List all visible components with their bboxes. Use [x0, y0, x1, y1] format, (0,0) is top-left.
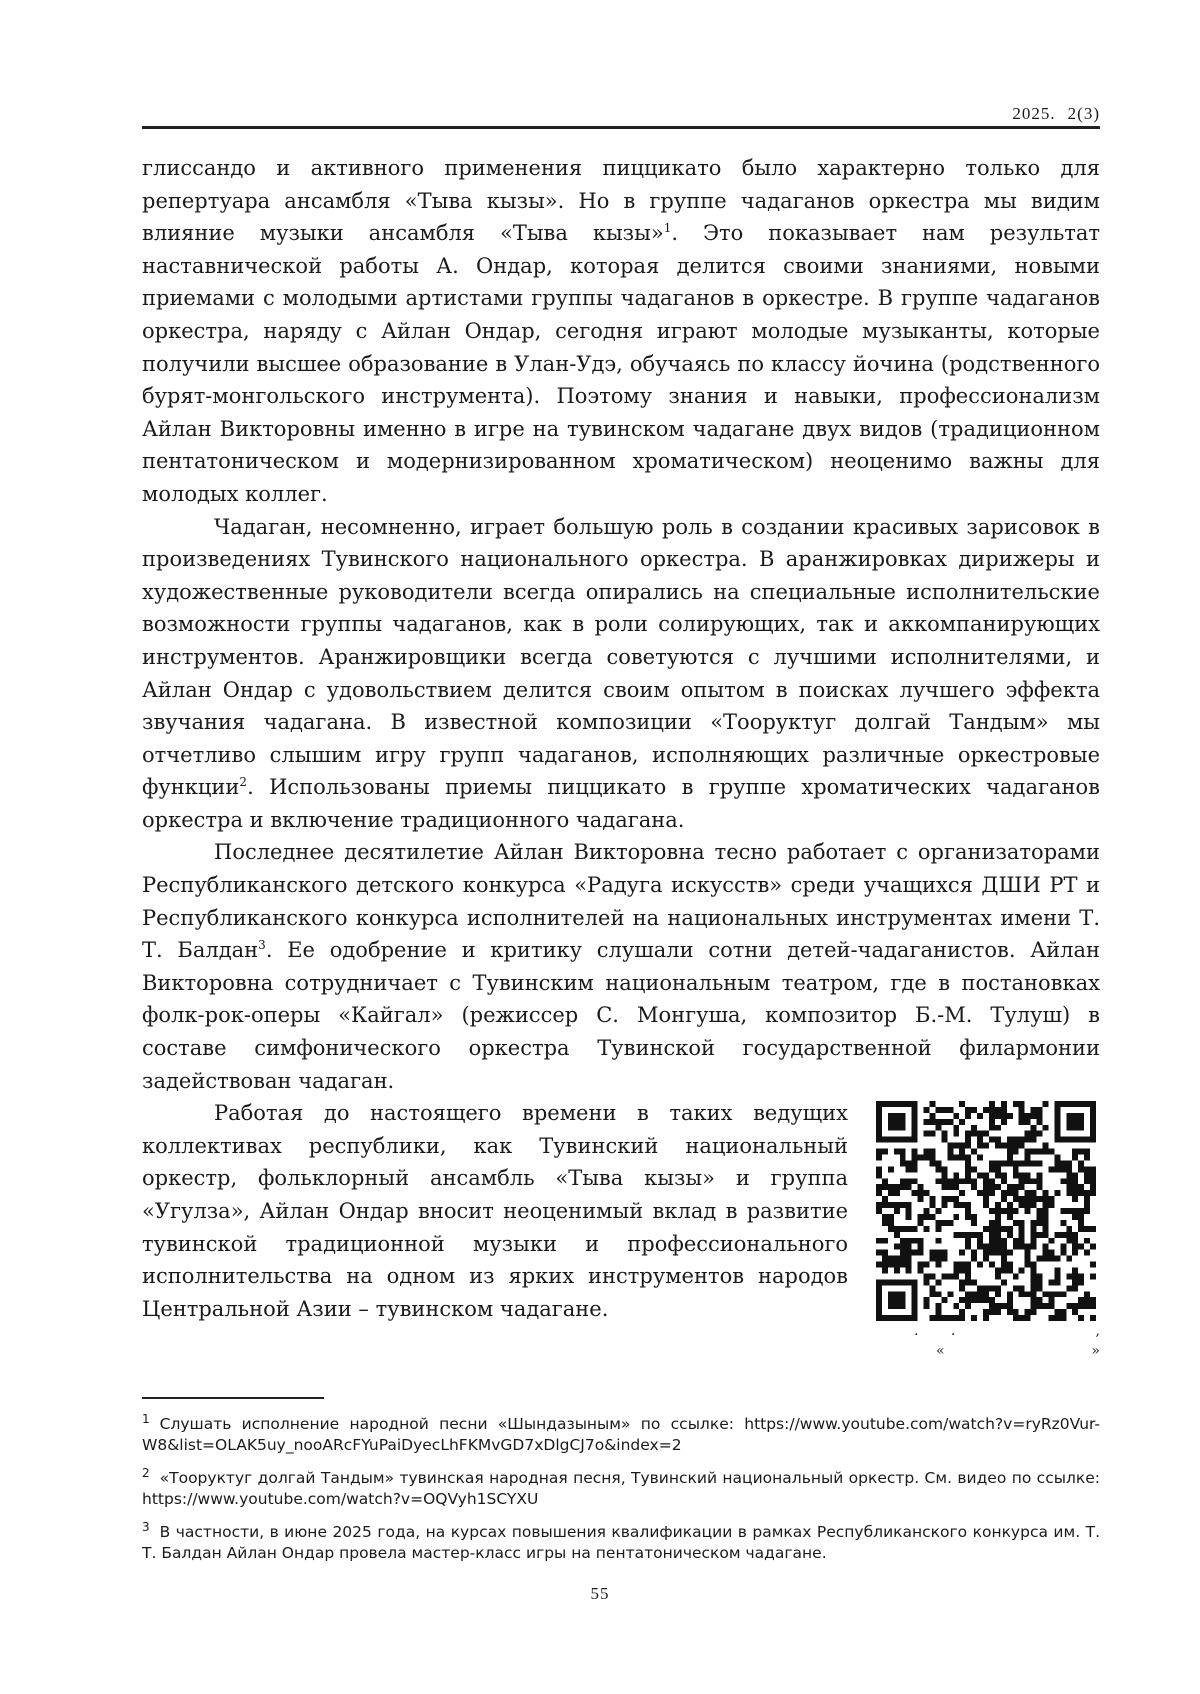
- paragraph-3-text-a: Последнее десятилетие Айлан Викторовна тесно работает с организаторами Республиканского детского конкурса «Радуга искусств» среди учащихся ДШИ РТ и Республиканского конкурса исполнителей на национальных инструментах имени Т. Т. Балдан: [142, 840, 1100, 963]
- qr-code-icon: [876, 1101, 1096, 1321]
- qr-caption-comma: ,: [1095, 1323, 1100, 1340]
- footnote-ref-3: 3: [258, 938, 266, 953]
- paragraph-2-text-b: . Использованы приемы пиццикато в группе хроматических чадаганов оркестра и включение традиционного чадагана.: [142, 775, 1100, 832]
- footnote-3-number: 3: [142, 1519, 150, 1534]
- paragraph-1-text-a: глиссандо и активного применения пиццикато было характерно только для репертуара ансамбля «Тыва кызы». Но в группе чадаганов оркестра мы видим влияние музыки ансамбля «Тыва кызы»: [142, 156, 1100, 246]
- paragraph-2: [142, 511, 1100, 837]
- footnote-rule: [142, 1397, 324, 1399]
- paragraph-1: [142, 152, 1100, 511]
- footnote-2-text: «Тооруктуг долгай Тандым» тувинская народная песня, Тувинский национальный оркестр. См. видео по ссылке: https://www.youtube.com/watch?v=OQVyh1SCYXU: [142, 1469, 1100, 1508]
- footnote-1: [142, 1411, 1100, 1456]
- footnote-ref-1: 1: [663, 221, 672, 236]
- header-issue: 2(3): [1067, 104, 1100, 123]
- footnote-1-number: 1: [142, 1411, 150, 1426]
- footnotes: [142, 1411, 1100, 1576]
- paragraph-1-text-b: . Это показывает нам результат наставнической работы А. Ондар, которая делится своими знаниями, новыми приемами с молодыми артистами группы чадаганов в оркестре. В группе чадаганов оркестра, наряду с Айлан Ондар, сегодня играют молодые музыканты, которые получили высшее образование в Улан-Удэ, обучаясь по классу йочина (родственного бурят-монгольского инструмента). Поэтому знания и навыки, профессионализм Айлан Викторовны именно в игре на тувинском чадагане двух видов (традиционном пентатоническом и модернизированном хроматическом) неоценимо важны для молодых коллег.: [142, 221, 1101, 506]
- qr-caption-line-1: [866, 1321, 1106, 1341]
- paragraph-2-text-a: Чадаган, несомненно, играет большую роль в создании красивых зарисовок в произведениях Тувинского национального оркестра. В аранжировках дирижеры и художественные руководители всегда опирались на специальные исполнительские возможности группы чадаганов, как в роли солирующих, так и аккомпанирующих инструментов. Аранжировщики всегда советуются с лучшими исполнителями, и Айлан Ондар с удовольствием делится своим опытом в поисках лучшего эффекта звучания чадагана. В известной композиции «Тооруктуг долгай Тандым» мы отчетливо слышим игру групп чадаганов, исполняющих различные оркестровые функции: [142, 514, 1100, 800]
- qr-caption-line-2: [866, 1341, 1106, 1361]
- qr-caption-dots: . .: [914, 1323, 970, 1340]
- paragraph-3-text-b: . Ее одобрение и критику слушали сотни детей-чадаганистов. Айлан Викторовна сотрудничает с Тувинским национальным театром, где в постановках фолк-рок-оперы «Кайгал» (режиссер С. Монгуша, композитор Б.-М. Тулуш) в составе симфонического оркестра Тувинской государственной филармонии задействован чадаган.: [142, 938, 1100, 1093]
- footnote-1-text: Слушать исполнение народной песни «Шындазыным» по ссылке: https://www.youtube.com/watch?v=ryRz0Vur-W8&list=OLAK5uy_nooARcFYuPaiDyecLhFKMvGD7xDlgCJ7o&index=2: [142, 1415, 1100, 1454]
- footnote-2-number: 2: [142, 1465, 150, 1480]
- footnote-3: [142, 1519, 1100, 1564]
- header-year: 2025.: [1012, 104, 1056, 123]
- qr-caption-open-quote: «: [936, 1343, 945, 1360]
- paragraph-4: Работая до настоящего времени в таких ведущих коллективах республики, как Тувинский национальный оркестр, фольклорный ансамбль «Тыва кызы» и группа «Угулза», Айлан Ондар вносит неоценимый вклад в развитие тувинской традиционной музыки и профессионального исполнительства на одном из ярких инструментов народов Центральной Азии – тувинском чадагане.: [142, 1101, 848, 1321]
- footnote-2: [142, 1465, 1100, 1510]
- qr-caption-close-quote: »: [1091, 1343, 1100, 1360]
- article-body: [142, 152, 1100, 1361]
- footnote-ref-2: 2: [239, 775, 248, 790]
- running-header: [142, 104, 1100, 126]
- footnote-3-text: В частности, в июне 2025 года, на курсах повышения квалификации в рамках Республиканского конкурса им. Т. Т. Балдан Айлан Ондар провела мастер-класс игры на пентатоническом чадагане.: [142, 1523, 1100, 1562]
- page-number: 55: [590, 1584, 610, 1603]
- header-rule: [142, 126, 1100, 129]
- qr-modules: [876, 1101, 1096, 1321]
- paragraph-3: [142, 836, 1100, 1097]
- qr-code-figure: [866, 1101, 1106, 1361]
